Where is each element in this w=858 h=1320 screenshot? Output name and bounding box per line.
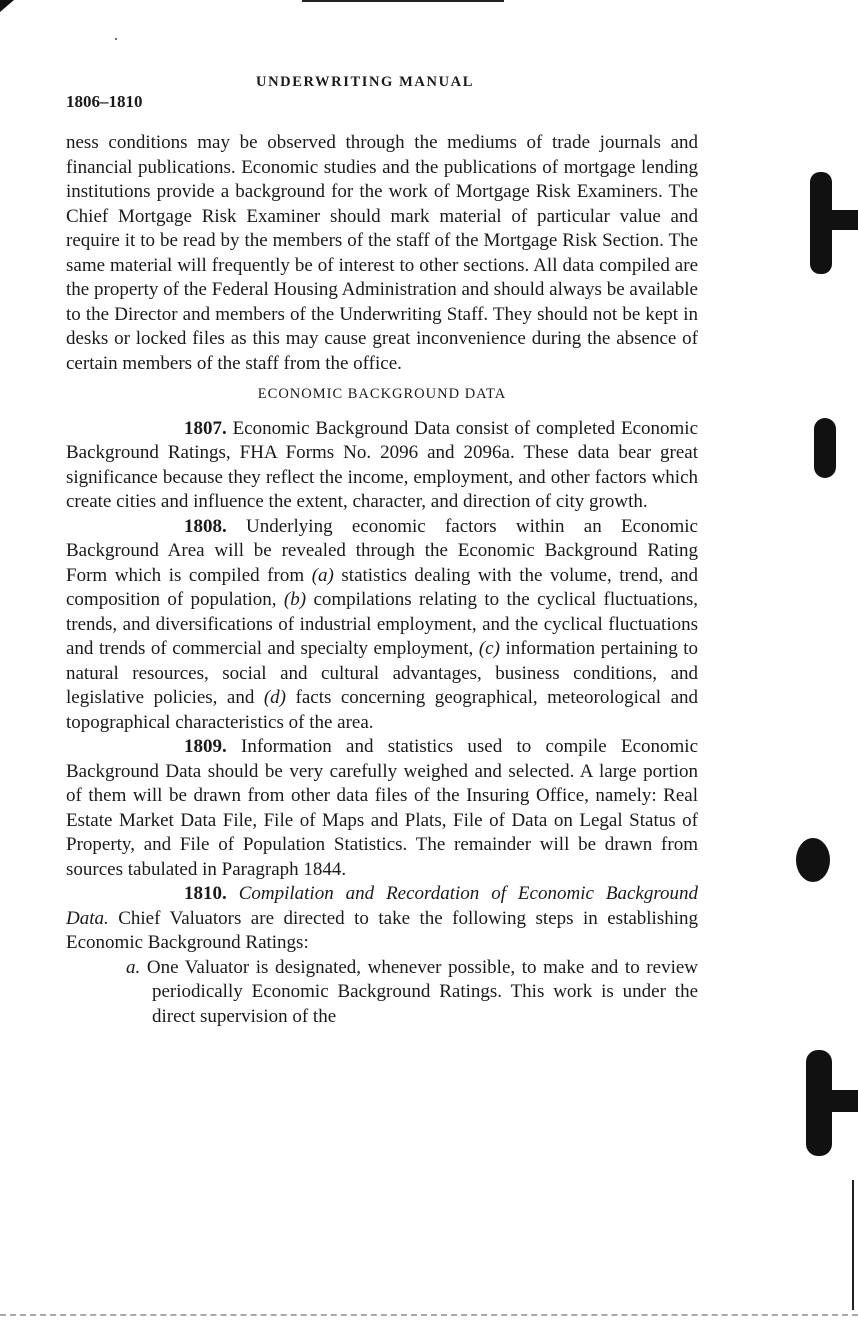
paragraph-text: Information and statistics used to compile Economic Background Data should be very carefully weighed and selected. A large portion of them will be drawn from other data files of the Insuring Office, namely: Real Estate Market Data File, File of Maps and Plats, File of Data on Legal Status of Property, and File of Population Statistics. The remainder will be drawn from sources tabulated in Paragraph 1844.	[66, 736, 699, 880]
enum-label-c: (c)	[478, 638, 500, 659]
paragraph-1810	[66, 882, 698, 956]
list-item-text: One Valuator is designated, whenever possible, to make and to review periodically Economic Background Ratings. This work is under the direct supervision of the	[146, 956, 698, 1027]
paragraph-text-e: facts concerning geographical, meteorological and topographical characteristics of the area.	[66, 687, 699, 733]
section-heading: ECONOMIC BACKGROUND DATA	[257, 386, 507, 402]
page-edge-shadow	[852, 1180, 854, 1310]
binder-hole-mark-3	[796, 838, 830, 882]
page-bottom-edge	[0, 1314, 858, 1316]
paragraph-number: 1809.	[184, 736, 227, 757]
paragraph-number: 1807.	[184, 417, 227, 439]
intro-paragraph: ness conditions may be observed through the mediums of trade journals and financial publications. Economic studies and the publications of mortgage lending institutions provide a background for the work of Mortgage Risk Examiners. The Chief Mortgage Risk Examiner should mark material of particular value and require it to be read by the members of the staff of the Mortgage Risk Section. The same material will frequently be of interest to other sections. All data compiled are the property of the Federal Housing Administration and should always be available to the Director and members of the Underwriting Staff. They should not be kept in desks or locked files as this may cause great inconvenience during the absence of certain members of the staff from the office.	[66, 132, 698, 374]
paragraph-text-a: Underlying economic factors within an Economic Background Area will be revealed through the Economic Background Rating Form which is compiled from	[66, 515, 698, 586]
paragraph-text: Economic Background Data consist of completed Economic Background Ratings, FHA Forms No. 2096 and 2096a. These data bear great significance because they reflect the income, employment, and other factors which create cities and influence the extent, character, and direction of city growth.	[66, 417, 699, 512]
enum-label-a: (a)	[311, 564, 334, 586]
list-label: a.	[126, 956, 141, 978]
paragraph-text-d: information pertaining to natural resources, social and cultural advantages, business conditions, and legislative policies, and	[66, 638, 699, 708]
paragraph-text-c: compilations relating to the cyclical fluctuations, trends, and diversifications of industrial employment, and the cyclical fluctuations and trends of commercial and specialty employment,	[66, 589, 699, 659]
body-text	[66, 131, 698, 1029]
binder-hole-mark-4-tab	[822, 1090, 858, 1112]
binder-hole-mark-2	[814, 418, 836, 478]
binder-hole-mark-1-tab	[822, 210, 858, 230]
paragraph-number: 1808.	[184, 515, 227, 537]
running-title: UNDERWRITING MANUAL	[256, 74, 474, 90]
section-range: 1806–1810	[66, 92, 143, 111]
paragraph-1807	[66, 417, 698, 515]
scan-corner-mark	[0, 0, 14, 12]
paragraph-number: 1810.	[184, 883, 227, 904]
paragraph-1809	[66, 735, 698, 882]
paragraph-1808	[66, 515, 698, 736]
top-edge-rule	[302, 0, 504, 2]
scan-speck	[115, 38, 117, 40]
paragraph-text: Chief Valuators are directed to take the following steps in establishing Economic Background Ratings:	[66, 907, 699, 953]
paragraph-title: Compilation and Recordation of Economic Background Data.	[66, 883, 699, 929]
paragraph-text-b: statistics dealing with the volume, trend, and composition of population,	[66, 564, 699, 610]
enum-label-b: (b)	[283, 589, 307, 610]
list-item-a	[66, 956, 698, 1030]
enum-label-d: (d)	[263, 687, 287, 708]
